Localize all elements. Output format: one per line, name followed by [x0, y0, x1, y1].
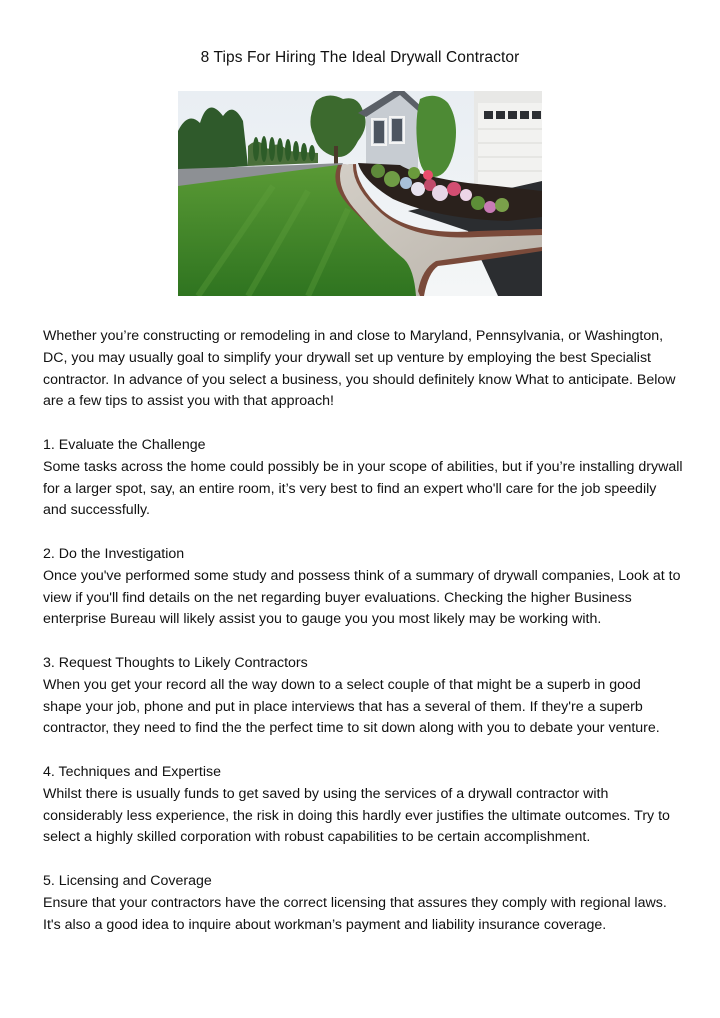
- section-body: Ensure that your contractors have the correct licensing that assures they comply with regional laws. It's also a good idea to inquire about workman’s payment and liability insurance coverage.: [43, 894, 667, 933]
- section-2: [43, 544, 683, 631]
- section-heading: 2. Do the Investigation: [43, 545, 185, 562]
- section-1: [43, 435, 683, 522]
- section-heading: 1. Evaluate the Challenge: [43, 436, 206, 453]
- section-5: [43, 871, 683, 936]
- section-body: When you get your record all the way down to a select couple of that might be a superb in good shape your job, phone and put in place interviews that has a several of them. If they're a superb contractor, they need to find the the perfect time to sit down along with you to debate your venture.: [43, 676, 660, 737]
- section-heading: 4. Techniques and Expertise: [43, 763, 221, 780]
- section-heading: 5. Licensing and Coverage: [43, 872, 212, 889]
- hero-photo: [178, 91, 542, 296]
- section-3: [43, 653, 683, 740]
- section-heading: 3. Request Thoughts to Likely Contractors: [43, 654, 308, 671]
- section-body: Whilst there is usually funds to get saved by using the services of a drywall contractor with considerably less experience, the risk in doing this hardly ever justifies the ultimate outcomes. Try to select a highly skilled corporation with robust capabilities to be certain accomplishment.: [43, 785, 670, 846]
- article-body: [43, 326, 683, 958]
- section-body: Some tasks across the home could possibly be in your scope of abilities, but if you’re installing drywall for a larger spot, say, an entire room, it’s very best to find an expert who'll care for the job speedily and successfully.: [43, 458, 683, 519]
- intro-paragraph: Whether you’re constructing or remodeling in and close to Maryland, Pennsylvania, or Washington, DC, you may usually goal to simplify your drywall set up venture by employing the best Specialist contractor. In advance of you select a business, you should definitely know What to anticipate. Below are a few tips to assist you with that approach!: [43, 328, 676, 410]
- page-title: 8 Tips For Hiring The Ideal Drywall Contractor: [200, 49, 520, 66]
- section-4: [43, 762, 683, 849]
- section-body: Once you've performed some study and possess think of a summary of drywall companies, Look at to view if you'll find details on the net regarding buyer evaluations. Checking the higher Business enterprise Bureau will likely assist you to gauge you you most likely may be working with.: [43, 567, 681, 628]
